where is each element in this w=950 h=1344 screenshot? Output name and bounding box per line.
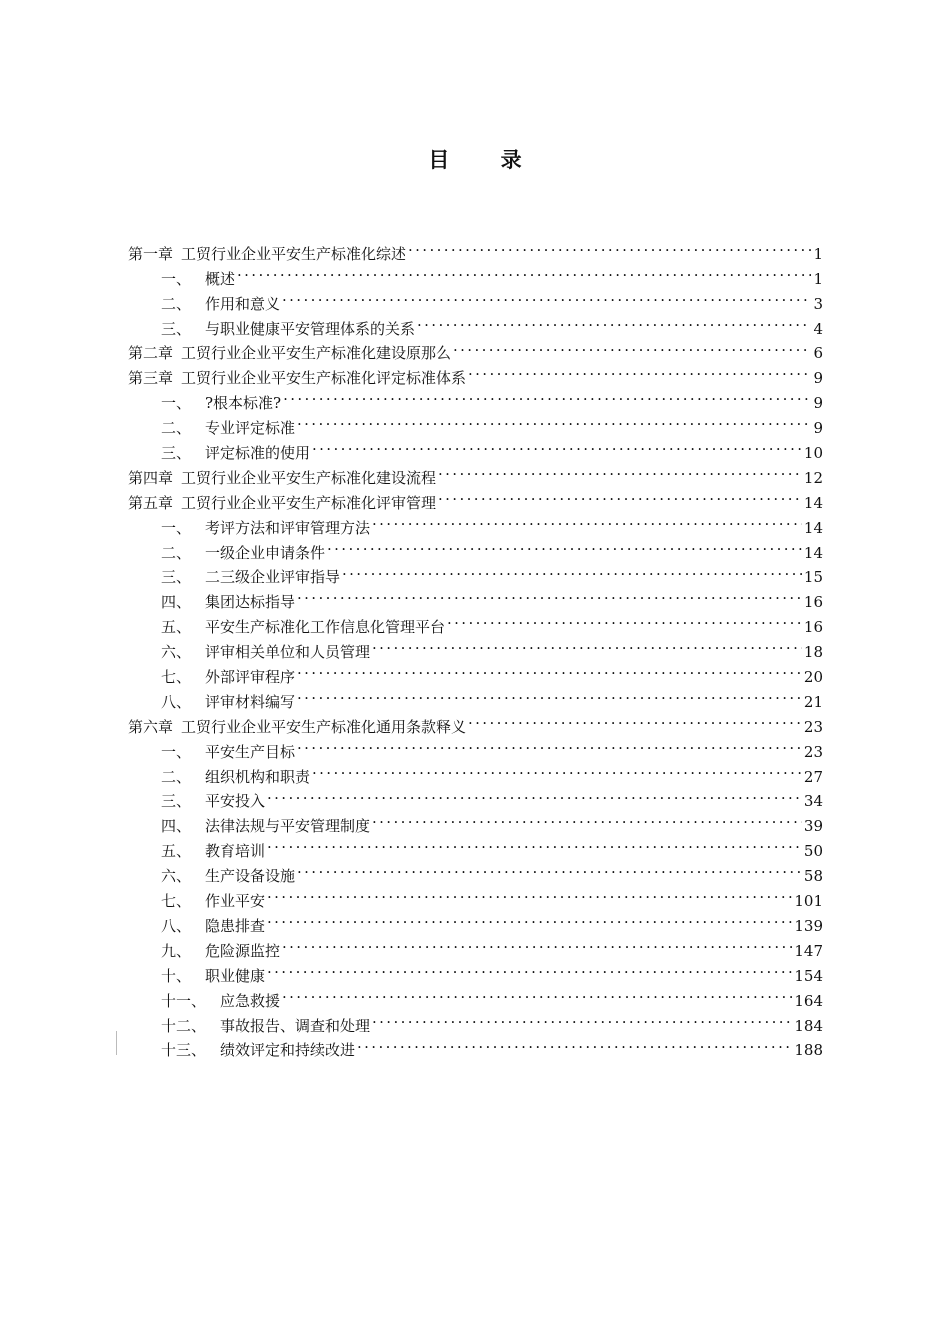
toc-page-number: 139	[794, 916, 823, 935]
toc-entry-number: 六、	[161, 867, 192, 886]
toc-dot-leader	[282, 931, 792, 956]
toc-dot-leader	[312, 757, 802, 782]
toc-dot-leader	[408, 234, 811, 259]
toc-dot-leader	[453, 334, 811, 359]
toc-page-number: 101	[794, 892, 823, 911]
toc-dot-leader	[282, 981, 792, 1006]
toc-dot-leader	[438, 458, 802, 483]
toc-entry-number: 七、	[161, 892, 192, 911]
toc-page-number: 9	[813, 394, 823, 413]
toc-entry-number: 五、	[161, 842, 192, 861]
margin-mark	[116, 1031, 117, 1055]
toc-page-number: 4	[813, 319, 823, 338]
toc-page-number: 154	[794, 966, 823, 985]
toc-dot-leader	[297, 682, 802, 707]
toc-entry-title: 工贸行业企业平安生产标准化综述	[181, 244, 407, 263]
toc-entry-number: 二、	[161, 419, 192, 438]
toc-entry-title: 事故报告、调查和处理	[220, 1016, 371, 1035]
toc-page-number: 9	[813, 369, 823, 388]
toc-entry-number: 一、	[161, 394, 192, 413]
toc-entry-title: 工贸行业企业平安生产标准化建设原那么	[181, 344, 452, 363]
toc-entry-number: 一、	[161, 269, 192, 288]
toc-entry-number: 三、	[161, 792, 192, 811]
toc-entry-title: 绩效评定和持续改进	[220, 1041, 356, 1060]
toc-entry-title: 评审材料编写	[205, 692, 296, 711]
toc-entry-title: 平安生产标准化工作信息化管理平台	[205, 618, 446, 637]
toc-page-number: 1	[813, 269, 823, 288]
toc-entry-title: 一级企业申请条件	[205, 543, 326, 562]
toc-entry-title: 与职业健康平安管理体系的关系	[205, 319, 416, 338]
toc-entry-number: 第二章	[128, 344, 174, 363]
toc-entry-title: 评审相关单位和人员管理	[205, 643, 371, 662]
toc-entry-number: 八、	[161, 916, 192, 935]
toc-page-number: 16	[803, 593, 823, 612]
toc-dot-leader	[372, 1006, 792, 1031]
toc-page-number: 27	[803, 767, 823, 786]
toc-entry-title: 外部评审程序	[205, 668, 296, 687]
toc-title: 目 录	[428, 147, 544, 172]
toc-entry-number: 第一章	[128, 244, 174, 263]
toc-entry-number: 五、	[161, 618, 192, 637]
toc-entry-title: ?根本标准?	[205, 394, 282, 413]
toc-entry-title: 法律法规与平安管理制度	[205, 817, 371, 836]
toc-entry-title: 作用和意义	[205, 294, 281, 313]
toc-entry-number: 第五章	[128, 493, 174, 512]
toc-page-number: 188	[794, 1041, 823, 1060]
toc-page-number: 20	[803, 668, 823, 687]
toc-entry-title: 作业平安	[205, 892, 266, 911]
toc-page-number: 147	[794, 941, 823, 960]
toc-entry-number: 第四章	[128, 468, 174, 487]
toc-entry-title: 工贸行业企业平安生产标准化评定标准体系	[181, 369, 467, 388]
toc-entry-number: 四、	[161, 817, 192, 836]
toc-dot-leader	[372, 508, 802, 533]
toc-page-number: 58	[803, 867, 823, 886]
toc-page-number: 3	[813, 294, 823, 313]
toc-entry-title: 应急救援	[220, 991, 281, 1010]
toc-dot-leader	[267, 881, 792, 906]
toc-entry-number: 第三章	[128, 369, 174, 388]
toc-entry-title: 危险源监控	[205, 941, 281, 960]
toc-entry-title: 教育培训	[205, 842, 266, 861]
toc-entry-title: 评定标准的使用	[205, 444, 311, 463]
toc-entry-number: 十三、	[161, 1041, 207, 1060]
toc-page-number: 14	[803, 493, 823, 512]
toc-entry-number: 二、	[161, 543, 192, 562]
toc-entry-number: 二、	[161, 767, 192, 786]
toc-entry-title: 工贸行业企业平安生产标准化评审管理	[181, 493, 437, 512]
toc-entry-title: 隐患排查	[205, 916, 266, 935]
toc-dot-leader	[297, 856, 802, 881]
toc-entry-number: 一、	[161, 518, 192, 537]
toc-page-number: 23	[803, 717, 823, 736]
toc-entry-number: 八、	[161, 692, 192, 711]
toc-chapter-entry[interactable]	[128, 234, 823, 263]
toc-dot-leader	[327, 533, 802, 558]
toc-dot-leader	[267, 956, 792, 981]
toc-entry-number: 十、	[161, 966, 192, 985]
toc-page-number: 10	[803, 444, 823, 463]
toc-dot-leader	[267, 906, 792, 931]
toc-dot-leader	[372, 806, 802, 831]
toc-dot-leader	[468, 358, 811, 383]
toc-entry-title: 工贸行业企业平安生产标准化通用条款释义	[181, 717, 467, 736]
toc-page-number: 1	[813, 244, 823, 263]
toc-dot-leader	[237, 259, 811, 284]
toc-dot-leader	[357, 1031, 792, 1056]
toc-dot-leader	[447, 607, 802, 632]
toc-entry-number: 十二、	[161, 1016, 207, 1035]
toc-dot-leader	[297, 582, 802, 607]
toc-page-number: 14	[803, 518, 823, 537]
toc-entry-number: 第六章	[128, 717, 174, 736]
toc-dot-leader	[297, 657, 802, 682]
toc-page-number: 21	[803, 692, 823, 711]
table-of-contents	[128, 234, 823, 1060]
toc-dot-leader	[297, 408, 811, 433]
toc-entry-number: 四、	[161, 593, 192, 612]
toc-page-number: 6	[813, 344, 823, 363]
toc-dot-leader	[312, 433, 802, 458]
toc-page-number: 34	[803, 792, 823, 811]
toc-dot-leader	[342, 558, 802, 583]
toc-page-number: 23	[803, 742, 823, 761]
toc-dot-leader	[282, 284, 811, 309]
toc-entry-number: 二、	[161, 294, 192, 313]
toc-entry-number: 七、	[161, 668, 192, 687]
toc-entry-number: 一、	[161, 742, 192, 761]
toc-entry-number: 三、	[161, 568, 192, 587]
toc-page-number: 12	[803, 468, 823, 487]
toc-page-number: 14	[803, 543, 823, 562]
toc-dot-leader	[417, 309, 811, 334]
toc-page-number: 184	[794, 1016, 823, 1035]
toc-entry-number: 六、	[161, 643, 192, 662]
toc-page-number: 16	[803, 618, 823, 637]
toc-page-number: 15	[803, 568, 823, 587]
toc-dot-leader	[267, 831, 802, 856]
toc-entry-title: 考评方法和评审管理方法	[205, 518, 371, 537]
toc-entry-number: 三、	[161, 319, 192, 338]
toc-page-number: 50	[803, 842, 823, 861]
toc-dot-leader	[468, 707, 802, 732]
toc-entry-title: 职业健康	[205, 966, 266, 985]
toc-entry-title: 集团达标指导	[205, 593, 296, 612]
toc-entry-number: 三、	[161, 444, 192, 463]
toc-dot-leader	[438, 483, 802, 508]
toc-entry-title: 平安投入	[205, 792, 266, 811]
toc-page-number: 18	[803, 643, 823, 662]
toc-entry-number: 九、	[161, 941, 192, 960]
toc-dot-leader	[372, 632, 802, 657]
toc-entry-title: 生产设备设施	[205, 867, 296, 886]
toc-entry-title: 工贸行业企业平安生产标准化建设流程	[181, 468, 437, 487]
toc-entry-number: 十一、	[161, 991, 207, 1010]
toc-entry-title: 组织机构和职责	[205, 767, 311, 786]
toc-entry-title: 专业评定标准	[205, 419, 296, 438]
toc-dot-leader	[283, 383, 811, 408]
toc-page-number: 164	[794, 991, 823, 1010]
toc-page-number: 9	[813, 419, 823, 438]
toc-dot-leader	[297, 732, 802, 757]
toc-entry-title: 二三级企业评审指导	[205, 568, 341, 587]
toc-dot-leader	[267, 782, 802, 807]
toc-entry-title: 概述	[205, 269, 236, 288]
toc-entry-title: 平安生产目标	[205, 742, 296, 761]
toc-page-number: 39	[803, 817, 823, 836]
